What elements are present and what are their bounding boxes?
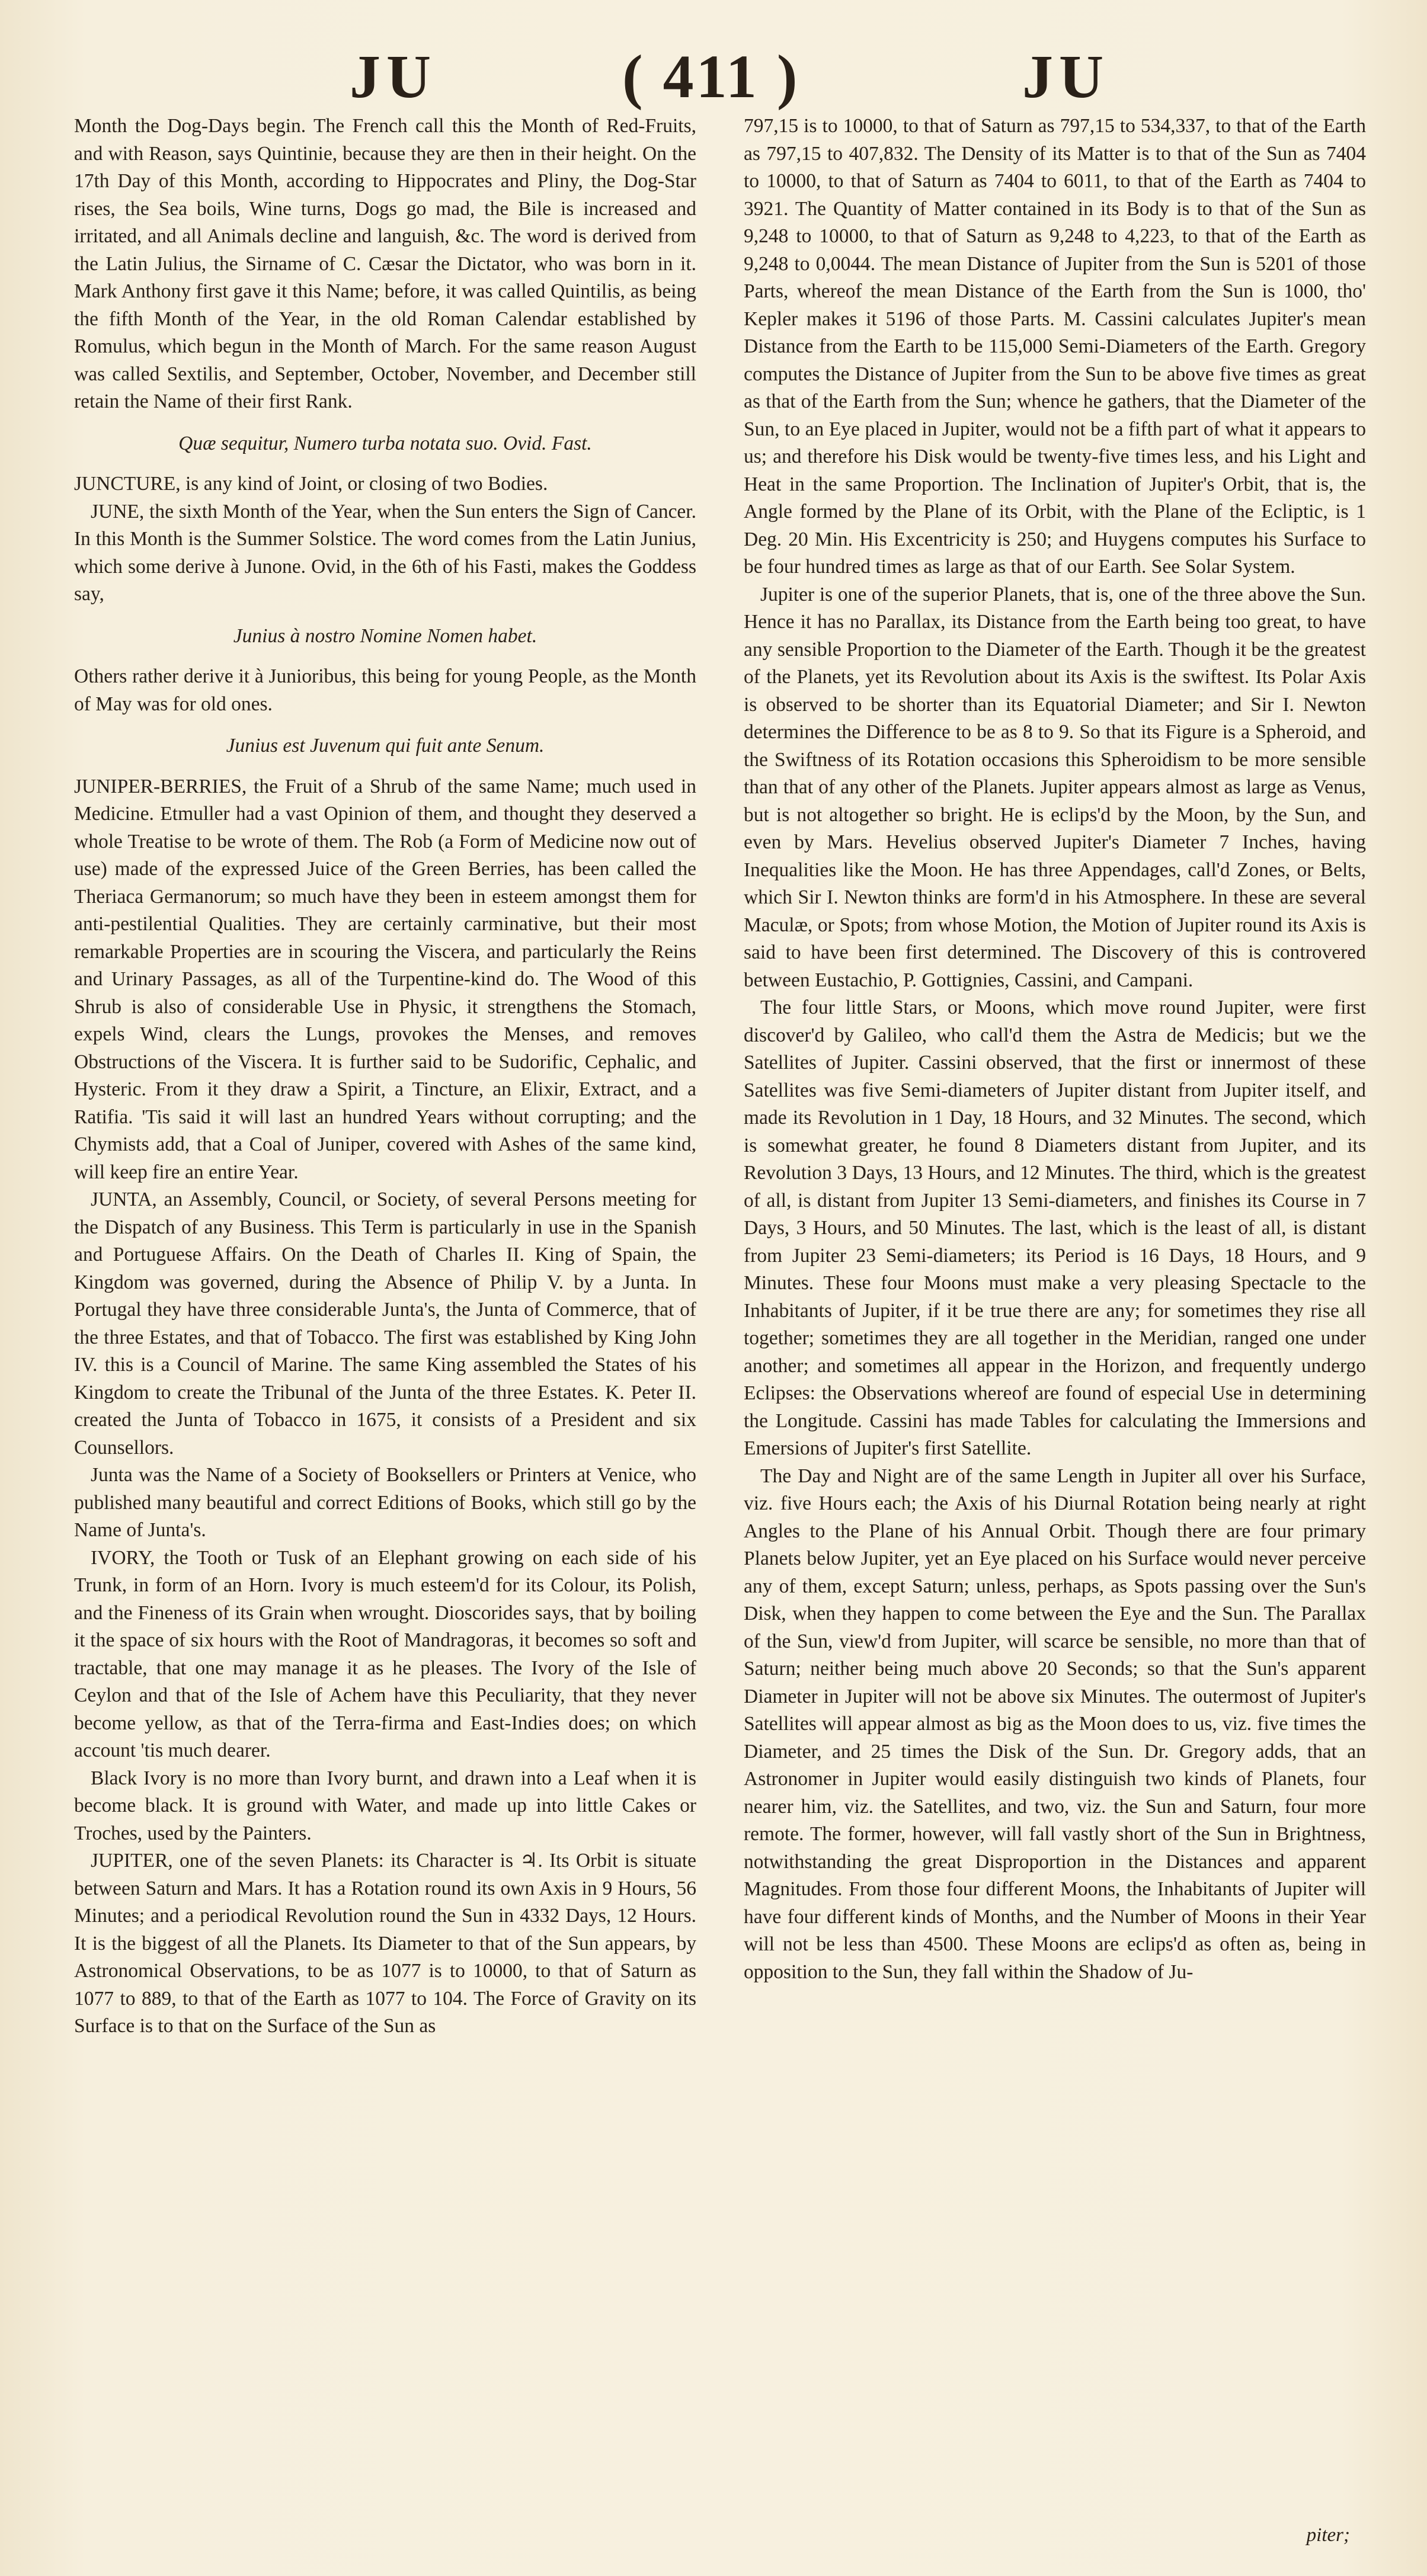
catchword: piter; [1306, 2524, 1350, 2546]
right-column-paragraph: 797,15 is to 10000, to that of Saturn as 797,15 to 534,337, to that of the Earth as 797,15 to 407,832. The Density of its Matter is to that of the Sun as 7404 to 10000, to that of Saturn as 7404 to 6011, to that of the Earth as 7404 to 3921. The Quantity of Matter contained in its Body is to that of the Sun as 9,248 to 10000, to that of Saturn as 9,248 to 4,223, to that of the Earth as 9,248 to 0,0044. The mean Distance of Jupiter from the Sun is 5201 of those Parts, whereof the mean Distance of the Earth from the Sun is 1000, tho' Kepler makes it 5196 of those Parts. M. Cassini calculates Jupiter's mean Distance from the Earth to be 115,000 Semi-Diameters of the Earth. Gregory computes the Distance of Jupiter from the Sun to be above five times as great as that of the Earth from the Sun; whence he gathers, that the Diameter of the Sun, to an Eye placed in Jupiter, would not be a fifth part of what it appears to us; and therefore his Disk would be twenty-five times less, and his Light and Heat in the same Proportion. The Inclination of Jupiter's Orbit, that is, the Angle formed by the Plane of its Orbit, with the Plane of the Ecliptic, is 1 Deg. 20 Min. His Excentricity is 250; and Huygens computes his Surface to be four hundred times as large as that of our Earth. See Solar System. [744, 115, 1366, 578]
left-column-paragraph: JUNTA, an Assembly, Council, or Society, of several Persons meeting for the Dispatch of any Business. This Term is particularly in use in the Spanish and Portuguese Affairs. On the Death of Charles II. King of Spain, the Kingdom was governed, during the Absence of Philip V. by a Junta. In Portugal they have three considerable Junta's, the Junta of Commerce, that of the three Estates, and that of Tobacco. The first was established by King John IV. this is a Council of Marine. The same King assembled the States of his Kingdom to create the Tribunal of the Junta of the three Estates. K. Peter II. created the Junta of Tobacco in 1675, it consists of a President and six Counsellors. [74, 1188, 696, 1459]
left-column-paragraph: Quæ sequitur, Numero turba notata suo. Ovid. Fast. [178, 432, 592, 454]
left-column-paragraph: JUNCTURE, is any kind of Joint, or closing of two Bodies. [74, 473, 548, 495]
left-column-paragraph: IVORY, the Tooth or Tusk of an Elephant growing on each side of his Trunk, in form of an Horn. Ivory is much esteem'd for its Colour, its Polish, and the Fineness of its Grain when wrought. Dioscorides says, that by boiling it the space of six hours with the Root of Mandragoras, it becomes so soft and tractable, that one may manage it as he pleases. The Ivory of the Isle of Ceylon and that of the Isle of Achem have this Peculiarity, that they never become yellow, as that of the Terra-firma and East-Indies does; on which account 'tis much dearer. [74, 1546, 696, 1761]
right-column [744, 113, 1366, 2553]
left-column-paragraph: Others rather derive it à Junioribus, this being for young People, as the Month of May was for old ones. [74, 665, 696, 715]
left-column-paragraph: JUNE, the sixth Month of the Year, when the Sun enters the Sign of Cancer. In this Month is the Summer Solstice. The word comes from the Latin Junius, which some derive à Junone. Ovid, in the 6th of his Fasti, makes the Goddess say, [74, 500, 696, 605]
right-column-paragraph: Jupiter is one of the superior Planets, that is, one of the three above the Sun. Hence it has no Parallax, its Distance from the Earth being too great, to have any sensible Proportion to the Diameter of the Earth. Though it be the greatest of the Planets, yet its Revolution about its Axis is the swiftest. Its Polar Axis is observed to be shorter than its Equatorial Diameter; and Sir I. Newton determines the Difference to be as 8 to 9. So that its Figure is a Spheroid, and the Swiftness of its Rotation occasions this Spheroidism to be more sensible than that of any other of the Planets. Jupiter appears almost as large as Venus, but is not altogether so bright. He is eclips'd by the Moon, by the Sun, and even by Mars. Hevelius observed Jupiter's Diameter 7 Inches, having Inequalities like the Moon. He has three Appendages, call'd Zones, or Belts, which Sir I. Newton thinks are form'd in his Atmosphere. In these are several Maculæ, or Spots; from whose Motion, the Motion of Jupiter round its Axis is said to have been first determined. The Discovery of this is controvered between Eustachio, P. Gottignies, Cassini, and Campani. [744, 583, 1366, 991]
page-number: ( 411 ) [622, 43, 800, 111]
left-column-paragraph: Junius à nostro Nomine Nomen habet. [233, 624, 537, 647]
right-column-paragraph: The Day and Night are of the same Length in Jupiter all over his Surface, viz. five Hours each; the Axis of his Diurnal Rotation being nearly at right Angles to the Plane of his Annual Orbit. Though there are four primary Planets below Jupiter, yet an Eye placed on his Surface would never perceive any of them, except Saturn; unless, perhaps, as Spots passing over the Sun's Disk, when they happen to come between the Eye and the Sun. The Parallax of the Sun, view'd from Jupiter, will scarce be sensible, no more than that of Saturn; neither being much above 20 Seconds; so that the Sun's apparent Diameter in Jupiter will not be above six Minutes. The outermost of Jupiter's Satellites will appear almost as big as the Moon does to us, viz. five times the Diameter, and 25 times the Disk of the Sun. Dr. Gregory adds, that an Astronomer in Jupiter would easily distinguish two kinds of Planets, four nearer him, viz. the Satellites, and two, viz. the Sun and Saturn, four more remote. The former, however, will fall vastly short of the Sun in Brightness, notwithstanding the great Disproportion in the Distances and apparent Magnitudes. From those four different Moons, the Inhabitants of Jupiter will have four different kinds of Months, and the Number of Moons in their Year will not be less than 4500. These Moons are eclips'd as often as, being in opposition to the Sun, they fall within the Shadow of Ju- [744, 1465, 1366, 1983]
left-column [74, 113, 696, 2553]
right-column-paragraph: The four little Stars, or Moons, which move round Jupiter, were first discover'd by Galileo, who call'd them the Astra de Medicis; but we the Satellites of Jupiter. Cassini observed, that the first or innermost of these Satellites was five Semi-diameters of Jupiter distant from Jupiter itself, and made its Revolution in 1 Day, 18 Hours, and 32 Minutes. The second, which is somewhat greater, he found 8 Diameters distant from Jupiter, and its Revolution 3 Days, 13 Hours, and 12 Minutes. The third, which is the greatest of all, is distant from Jupiter 13 Semi-diameters, and finishes its Course in 7 Days, 3 Hours, and 50 Minutes. The last, which is the least of all, is distant from Jupiter 23 Semi-diameters; its Period is 16 Days, 18 Hours, and 9 Minutes. These four Moons must make a very pleasing Spectacle to the Inhabitants of Jupiter, if it be true there are any; for sometimes they rise all together; sometimes they are all together in the Meridian, ranged one under another; and sometimes all appear in the Horizon, and frequently undergo Eclipses: the Observations whereof are found of especial Use in determining the Longitude. Cassini has made Tables for calculating the Immersions and Emersions of Jupiter's first Satellite. [744, 997, 1366, 1459]
left-column-paragraph: Junius est Juvenum qui fuit ante Senum. [226, 735, 545, 757]
left-column-paragraph: JUPITER, one of the seven Planets: its Character is ♃. Its Orbit is situate between Saturn and Mars. It has a Rotation round its own Axis in 9 Hours, 56 Minutes; and a periodical Revolution round the Sun in 4332 Days, 12 Hours. It is the biggest of all the Planets. Its Diameter to that of the Sun appears, by Astronomical Observations, to be as 1077 is to 10000, to that of Saturn as 1077 to 889, to that of the Earth as 1077 to 104. The Force of Gravity on its Surface is to that on the Surface of the Sun as [74, 1850, 696, 2037]
running-head [0, 36, 1427, 113]
left-column-paragraph: Junta was the Name of a Society of Booksellers or Printers at Venice, who published many beautiful and correct Editions of Books, which still go by the Name of Junta's. [74, 1464, 696, 1541]
header-left-guideword: JU [350, 43, 437, 111]
left-column-paragraph: Black Ivory is no more than Ivory burnt, and drawn into a Leaf when it is become black. It is ground with Water, and made up into little Cakes or Troches, used by the Painters. [74, 1767, 696, 1844]
left-column-paragraph: Month the Dog-Days begin. The French call this the Month of Red-Fruits, and with Reason, says Quintinie, because they are then in their height. On the 17th Day of this Month, according to Hippocrates and Pliny, the Dog-Star rises, the Sea boils, Wine turns, Dogs go mad, the Bile is increased and irritated, and all Animals decline and languish, &c. The word is derived from the Latin Julius, the Sirname of C. Cæsar the Dictator, who was born in it. Mark Anthony first gave it this Name; before, it was called Quintilis, as being the fifth Month of the Year, in the old Roman Calendar established by Romulus, which begun in the Month of March. For the same reason August was called Sextilis, and September, October, November, and December still retain the Name of their first Rank. [74, 115, 696, 412]
left-column-paragraph: JUNIPER-BERRIES, the Fruit of a Shrub of the same Name; much used in Medicine. Etmuller had a vast Opinion of them, and thought they deserved a whole Treatise to be wrote of them. The Rob (a Form of Medicine now out of use) made of the expressed Juice of the Green Berries, has been called the Theriaca Germanorum; so much have they been in esteem amongst them for anti-pestilential Qualities. They are certainly carminative, but their most remarkable Properties are in scouring the Viscera, and particularly the Reins and Urinary Passages, as all of the Turpentine-kind do. The Wood of this Shrub is also of considerable Use in Physic, it strengthens the Stomach, expels Wind, clears the Lungs, provokes the Menses, and removes Obstructions of the Viscera. It is further said to be Sudorific, Cephalic, and Hysteric. From it they draw a Spirit, a Tincture, an Elixir, Extract, and a Ratifia. 'Tis said it will last an hundred Years without corrupting; and the Chymists add, that a Coal of Juniper, covered with Ashes of the same kind, will keep fire an entire Year. [74, 775, 696, 1183]
header-right-guideword: JU [1022, 43, 1110, 111]
